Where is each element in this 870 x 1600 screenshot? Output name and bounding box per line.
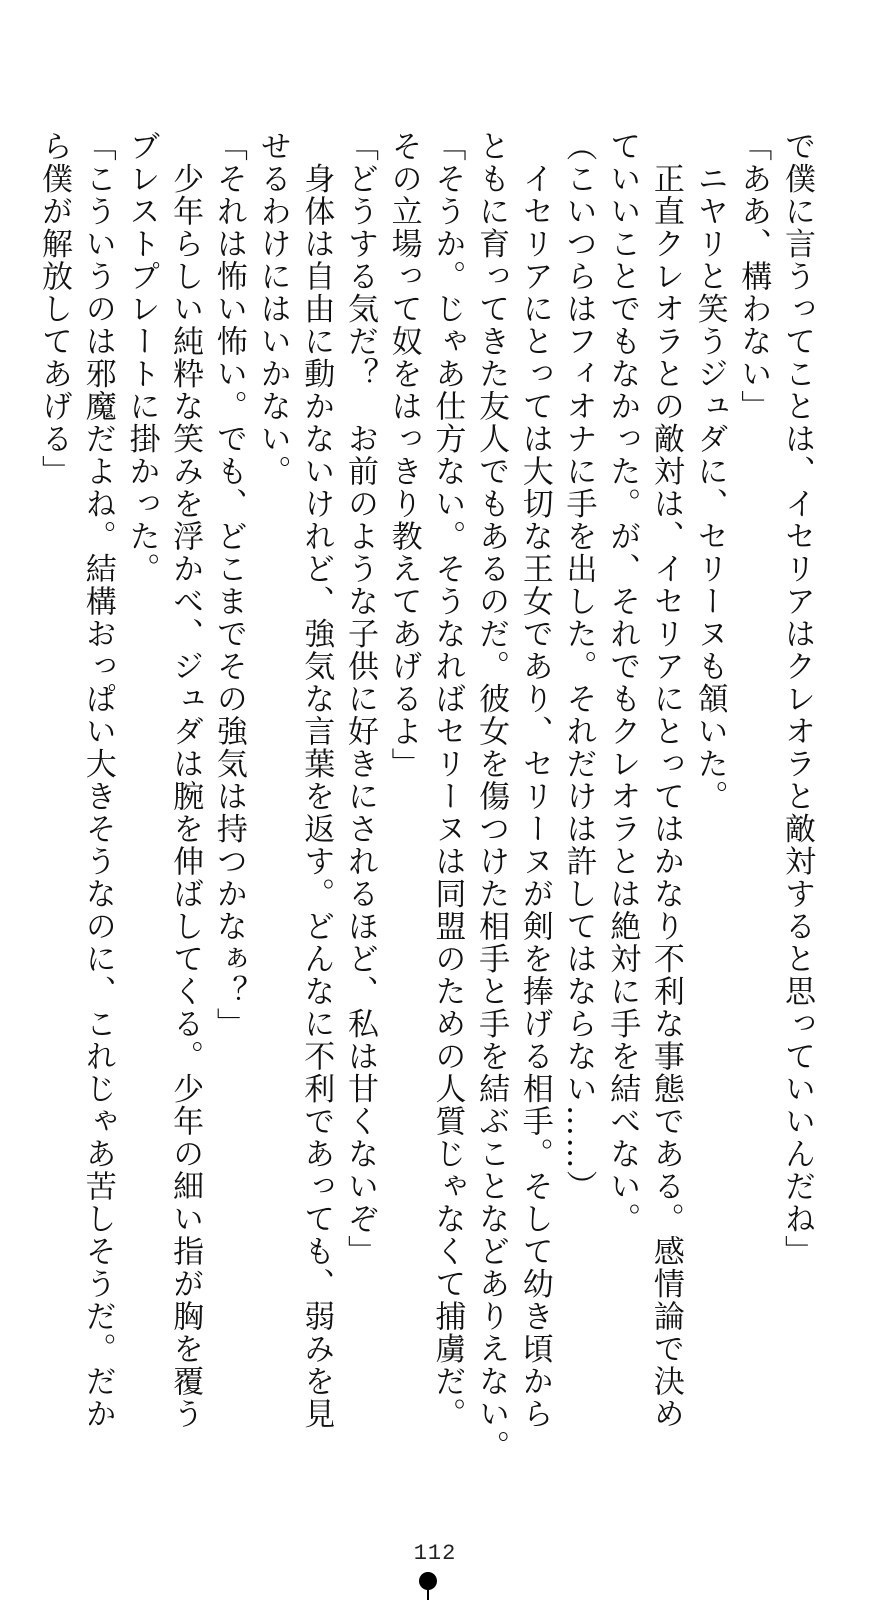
text-line: 「ああ、構わない」	[735, 130, 772, 423]
text-line: ニヤリと笑うジュダに、セリーヌも頷いた。	[691, 130, 728, 813]
page-marker-dot	[419, 1572, 437, 1590]
text-line: 身体は自由に動かないけれど、強気な言葉を返す。どんなに不利であっても、弱みを見	[298, 130, 335, 1430]
text-line: で僕に言うってことは、イセリアはクレオラと敵対すると思っていいんだね」	[779, 130, 815, 1268]
text-line: せるわけにはいかない。	[254, 130, 291, 488]
text-line: その立場って奴をはっきり教えてあげるよ」	[385, 130, 422, 780]
text-line: （こいつらはフィオナに手を出した。それだけは許してはならない……）	[560, 130, 597, 1203]
text-line: ていいことでもなかった。が、それでもクレオラとは絶対に手を結べない。	[604, 130, 641, 1235]
text-line: 「そうか。じゃあ仕方ない。そうなればセリーヌは同盟のための人質じゃなくて捕虜だ。	[429, 130, 466, 1430]
text-line: ともに育ってきた友人でもあるのだ。彼女を傷つけた相手と手を結ぶことなどありえない。	[473, 130, 510, 1463]
text-line: イセリアにとっては大切な王女であり、セリーヌが剣を捧げる相手。そして幼き頃から	[516, 130, 553, 1430]
text-line: 少年らしい純粋な笑みを浮かべ、ジュダは腕を伸ばしてくる。少年の細い指が胸を覆う	[167, 130, 204, 1430]
page-number: 112	[413, 1541, 457, 1566]
text-line: ら僕が解放してあげる」	[36, 130, 73, 488]
text-line: 「それは怖い怖い。でも、どこまでその強気は持つかなぁ？」	[210, 130, 247, 1040]
text-line: 「こういうのは邪魔だよね。結構おっぱい大きそうなのに、これじゃあ苦しそうだ。だか	[79, 130, 116, 1430]
text-line: 「どうする気だ？ お前のような子供に好きにされるほど、私は甘くないぞ」	[341, 130, 378, 1268]
text-line: 正直クレオラとの敵対は、イセリアにとってはかなり不利な事態である。感情論で決め	[647, 130, 684, 1430]
text-line: ブレストプレートに掛かった。	[123, 130, 160, 585]
vertical-text-body	[31, 130, 818, 1463]
